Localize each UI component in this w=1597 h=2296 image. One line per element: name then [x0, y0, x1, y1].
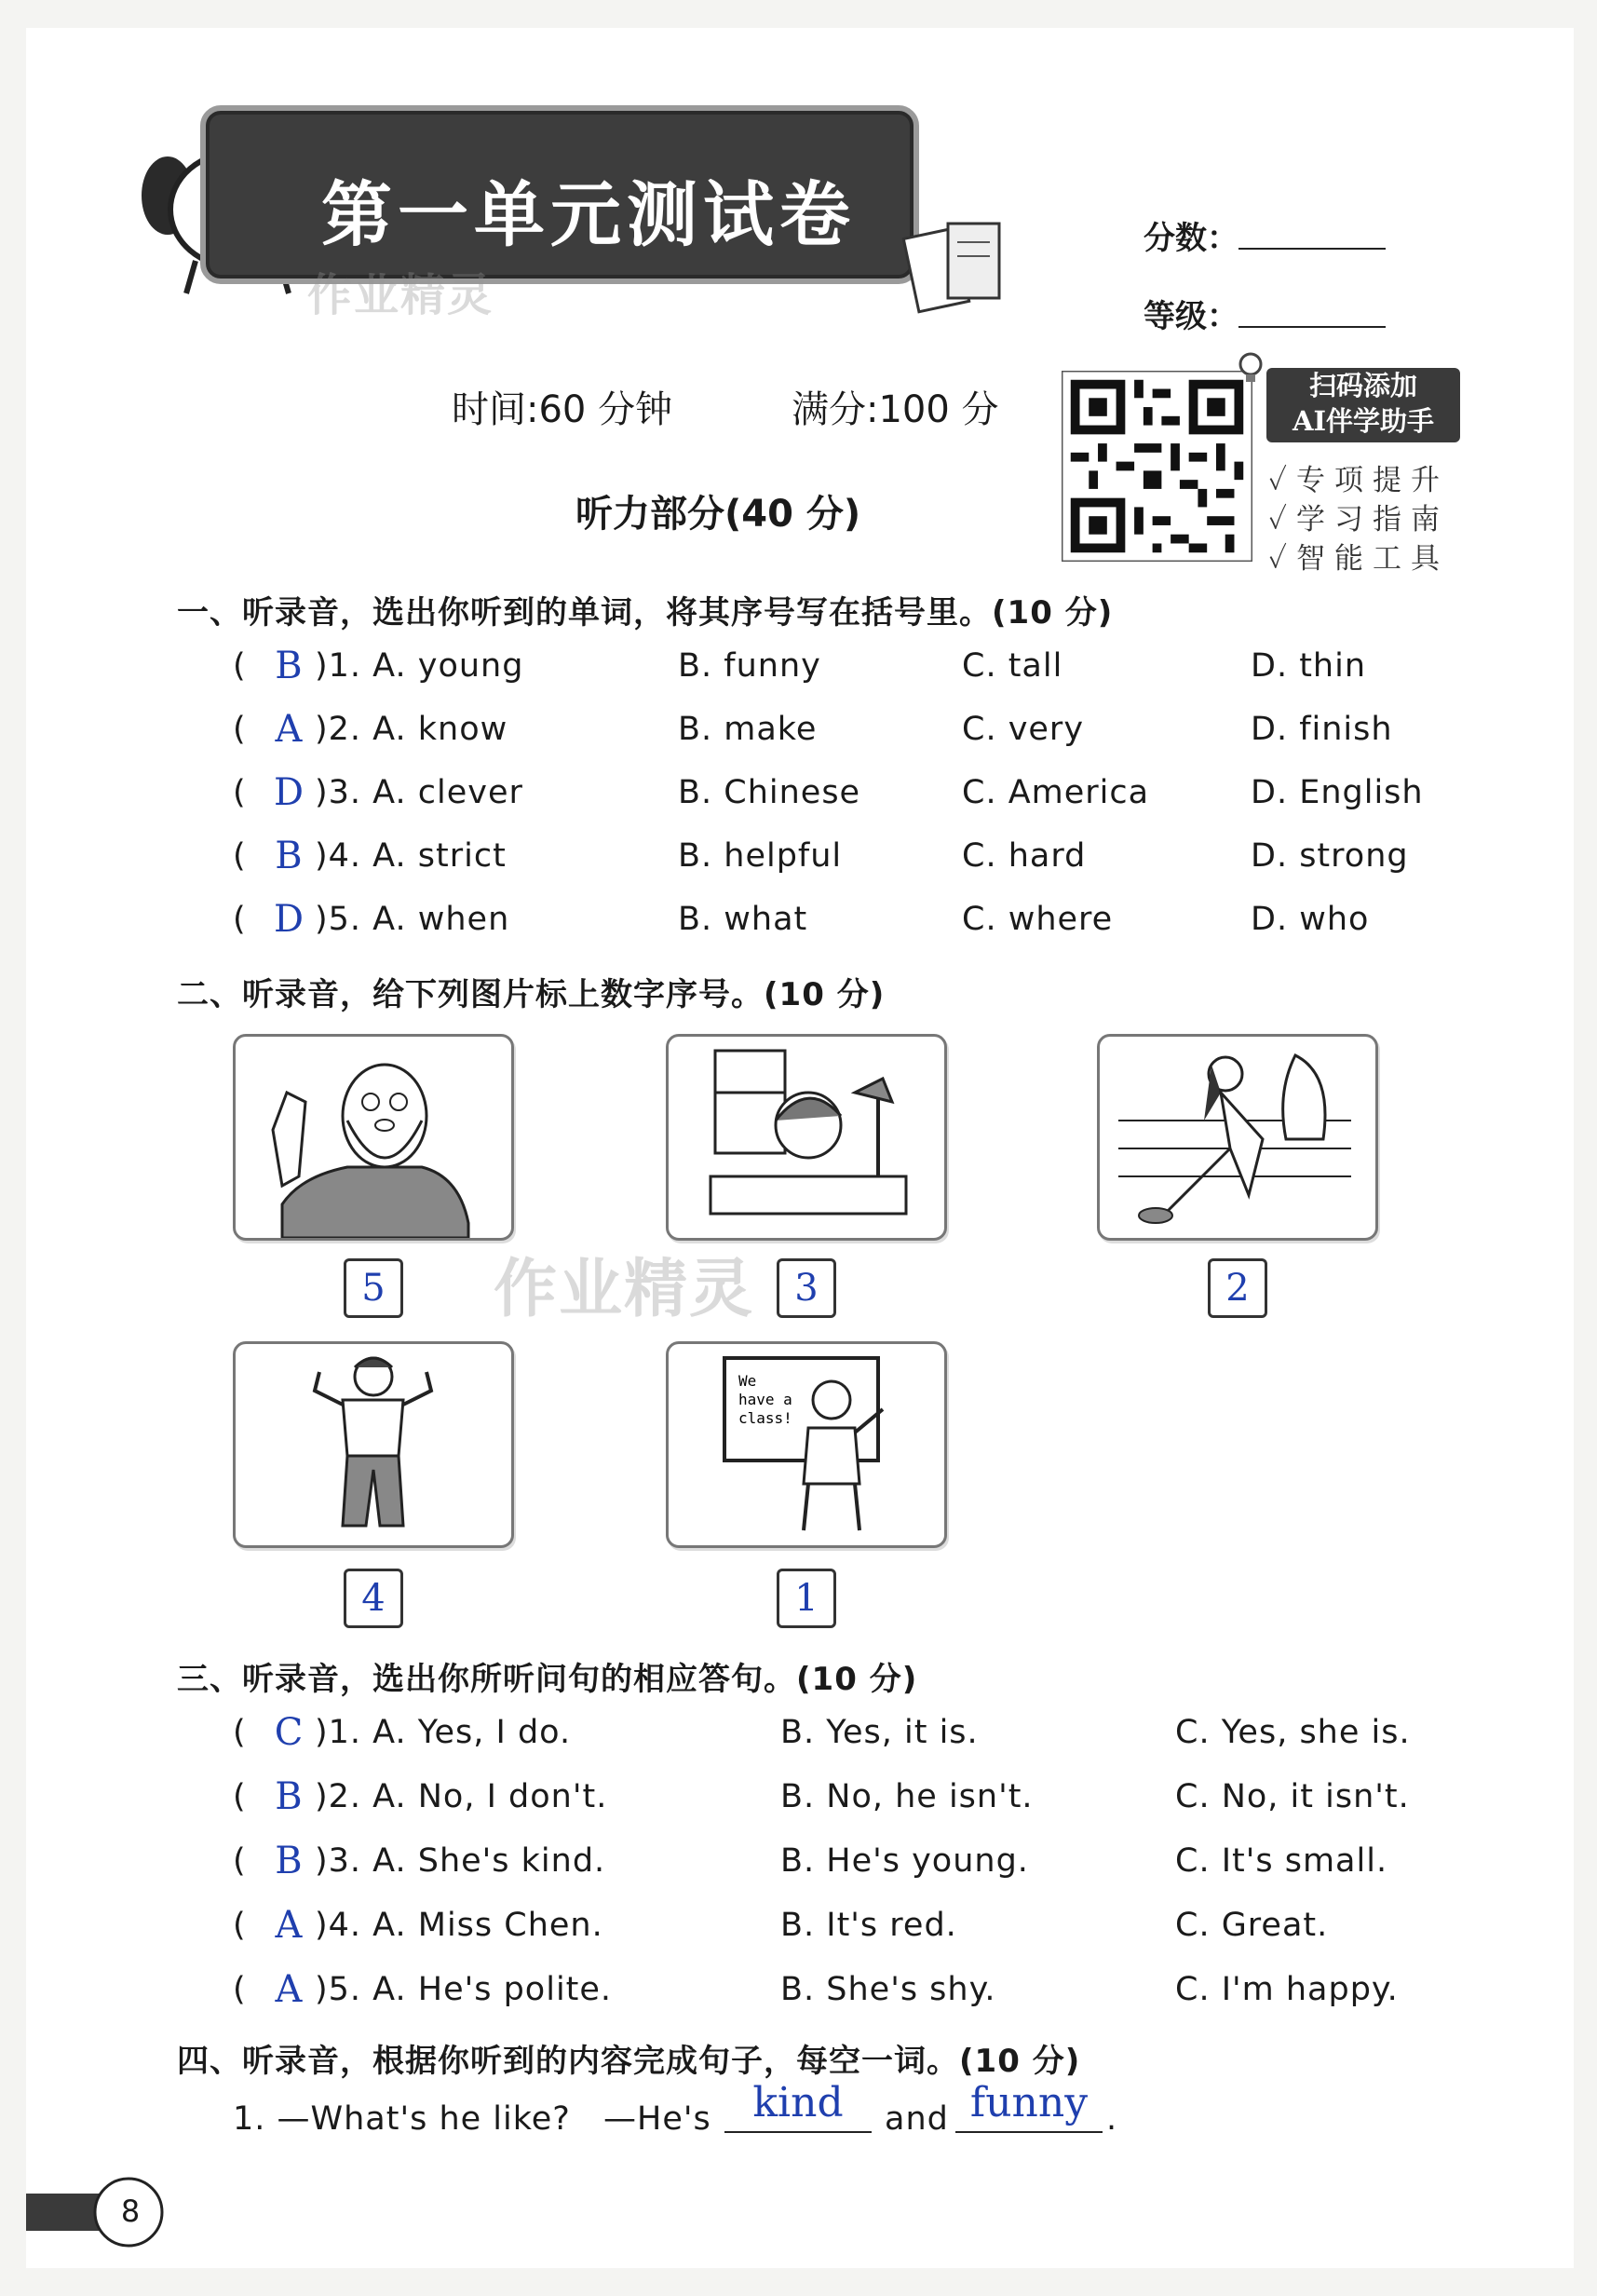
board-text-2: have a: [738, 1391, 792, 1408]
answer-paren-open: (: [233, 711, 246, 748]
picture-number-box[interactable]: 5: [344, 1258, 403, 1318]
option-b: B. No, he isn't.: [780, 1778, 1034, 1815]
full-marks: 满分:100 分: [792, 388, 999, 431]
answer-blank[interactable]: C: [274, 1711, 304, 1754]
picture-teacher-board: [666, 1341, 947, 1548]
watermark-text: 作业精灵: [307, 269, 494, 321]
page-number: 8: [120, 2194, 141, 2229]
picture-girl-sweeping: [1097, 1034, 1378, 1241]
grade-label: 等级：: [1144, 298, 1238, 335]
man-shrugging-icon: [236, 1344, 511, 1545]
page-number-tab: [26, 2175, 175, 2249]
watermark-text: 作业精灵: [494, 1253, 755, 1326]
page-title: 第一单元测试卷: [321, 173, 856, 256]
score-label: 分数：: [1144, 220, 1238, 257]
section3-heading: 三、听录音，选出你所听问句的相应答句。(10 分): [177, 1661, 918, 1698]
time-limit: 时间:60 分钟: [452, 388, 673, 431]
qr-feature-2: ✓学习指南: [1268, 503, 1449, 537]
option-b: B. helpful: [678, 837, 843, 875]
option-d: D. strong: [1251, 837, 1409, 875]
answer-blank[interactable]: A: [275, 1904, 303, 1947]
answer-blank[interactable]: B: [275, 835, 303, 877]
option-b: B. It's red.: [780, 1907, 957, 1944]
answer-paren-open: (: [233, 837, 246, 875]
option-d: D. who: [1251, 901, 1370, 938]
option-b: B. funny: [678, 647, 821, 685]
question-stem: 1. —What's he like?: [233, 2100, 571, 2138]
score-field[interactable]: [1238, 248, 1386, 250]
answer-blank[interactable]: A: [275, 1968, 303, 2011]
question-stem: )4. A. strict: [315, 837, 507, 875]
part-title: 听力部分(40 分): [575, 493, 861, 536]
option-c: C. Yes, she is.: [1175, 1714, 1411, 1751]
option-c: C. very: [962, 711, 1085, 748]
option-c: C. hard: [962, 837, 1087, 875]
picture-old-man: [233, 1034, 514, 1241]
old-man-icon: [236, 1037, 511, 1238]
option-c: C. Great.: [1175, 1907, 1329, 1944]
qr-tag-line1: 扫码添加: [1308, 370, 1417, 401]
option-b: B. make: [678, 711, 818, 748]
option-c: C. I'm happy.: [1175, 1971, 1399, 2008]
answer-blank[interactable]: A: [275, 708, 303, 751]
question-stem: )5. A. He's polite.: [315, 1971, 613, 2008]
answer-blank[interactable]: B: [275, 645, 303, 687]
answer-paren-open: (: [233, 901, 246, 938]
option-b: B. Yes, it is.: [780, 1714, 979, 1751]
answer-blank[interactable]: B: [275, 1840, 303, 1882]
answer-paren-open: (: [233, 1778, 246, 1815]
fill-blank-2[interactable]: funny: [955, 2079, 1103, 2133]
section1-heading: 一、听录音，选出你听到的单词，将其序号写在括号里。(10 分): [177, 594, 1114, 632]
option-b: B. what: [678, 901, 808, 938]
option-b: B. Chinese: [678, 774, 861, 811]
option-c: C. It's small.: [1175, 1842, 1388, 1880]
section2-heading: 二、听录音，给下列图片标上数字序号。(10 分): [177, 976, 886, 1013]
books-icon: [901, 214, 1013, 317]
option-b: B. He's young.: [780, 1842, 1029, 1880]
lightbulb-icon: [1234, 349, 1267, 390]
fill-blank-1[interactable]: kind: [724, 2079, 872, 2133]
teacher-board-icon: [669, 1344, 944, 1545]
answer-blank[interactable]: D: [273, 898, 305, 941]
qr-feature-3: ✓智能工具: [1268, 542, 1449, 576]
qr-promo-tag: [1266, 368, 1460, 442]
board-text-3: class!: [738, 1409, 792, 1427]
option-d: D. English: [1251, 774, 1424, 811]
picture-number-box[interactable]: 4: [344, 1569, 403, 1628]
option-d: D. finish: [1251, 711, 1393, 748]
question-stem: )1. A. Yes, I do.: [315, 1714, 572, 1751]
boy-studying-icon: [669, 1037, 944, 1238]
question-text: and: [885, 2100, 949, 2138]
answer-blank[interactable]: D: [273, 771, 305, 814]
option-c: C. tall: [962, 647, 1063, 685]
answer-paren-open: (: [233, 1971, 246, 2008]
picture-number-box[interactable]: 1: [777, 1569, 836, 1628]
qr-feature-1: ✓专项提升: [1268, 464, 1449, 497]
question-stem: )4. A. Miss Chen.: [315, 1907, 603, 1944]
option-c: C. No, it isn't.: [1175, 1778, 1410, 1815]
answer-paren-open: (: [233, 774, 246, 811]
answer-paren-open: (: [233, 1907, 246, 1944]
qr-tag-line2: AI伴学助手: [1292, 405, 1435, 437]
question-text: —He's: [603, 2100, 711, 2138]
question-stem: )1. A. young: [315, 647, 524, 685]
question-stem: )2. A. No, I don't.: [315, 1778, 608, 1815]
qr-code-icon[interactable]: [1062, 371, 1252, 562]
picture-boy-studying: [666, 1034, 947, 1241]
girl-sweeping-icon: [1100, 1037, 1375, 1238]
picture-number-box[interactable]: 2: [1208, 1258, 1267, 1318]
picture-man-shrugging: [233, 1341, 514, 1548]
sentence-end: .: [1106, 2100, 1118, 2138]
question-stem: )3. A. She's kind.: [315, 1842, 606, 1880]
answer-paren-open: (: [233, 1842, 246, 1880]
option-b: B. She's shy.: [780, 1971, 996, 2008]
answer-paren-open: (: [233, 647, 246, 685]
question-stem: )3. A. clever: [315, 774, 523, 811]
question-stem: )2. A. know: [315, 711, 508, 748]
answer-paren-open: (: [233, 1714, 246, 1751]
question-stem: )5. A. when: [315, 901, 510, 938]
option-c: C. America: [962, 774, 1150, 811]
answer-blank[interactable]: B: [275, 1775, 303, 1818]
section4-heading: 四、听录音，根据你听到的内容完成句子，每空一词。(10 分): [177, 2043, 1081, 2080]
board-text-1: We: [738, 1372, 757, 1390]
picture-number-box[interactable]: 3: [777, 1258, 836, 1318]
option-d: D. thin: [1251, 647, 1367, 685]
grade-field[interactable]: [1238, 326, 1386, 328]
option-c: C. where: [962, 901, 1114, 938]
